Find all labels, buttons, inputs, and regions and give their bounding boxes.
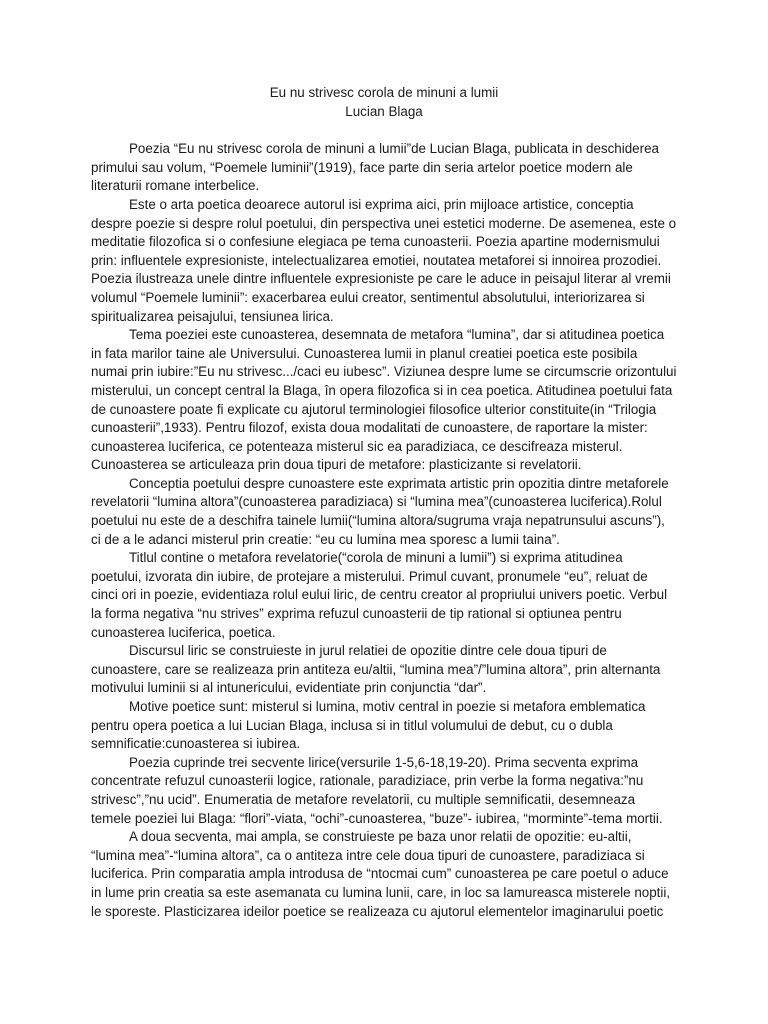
paragraph-8: Poezia cuprinde trei secvente lirice(versurile 1-5,6-18,19-20). Prima secventa exprima concentrate refuzul cunoasterii logice, rationale, paradiziace, prin verbe la forma negativa:”nu strivesc”,”nu ucid”. Enumeratia de metafore revelatorii, cu multiple semnificatii, desemneaza temele poeziei lui Blaga: “flori”-viata, “ochi”-cunoasterea, “buze”- iubirea, “morminte”-tema mortii. bbox=[91, 754, 663, 826]
paragraph-9: A doua secventa, mai ampla, se construieste pe baza unor relatii de opozitie: eu-altii, “lumina mea”-“lumina altora”, ca o antiteza intre cele doua tipuri de cunoastere, paradiziaca si luciferica. Prin comparatia ampla introdusa de “ntocmai cum” cunoasterea pe care poetul o aduce in lume prin creatia sa este asemanata cu lumina lunii, care, in loc sa lamureasca misterele noptii, le sporeste. Plasticizarea ideilor poetice se realizeaza cu ajutorul elementelor imaginarului poetic bbox=[91, 829, 671, 919]
document-author: Lucian Blaga bbox=[345, 103, 423, 119]
paragraph-5: Titlul contine o metafora revelatorie(“corola de minuni a lumii”) si exprima atitudinea poetului, izvorata din iubire, de protejare a misterului. Primul cuvant, pronumele “eu”, reluat de cinci ori in poezie, evidentiaza rolul eului liric, de centru creator al propriului univers poetic. Verbul la forma negativa “nu strives” exprima refuzul cunoasterii de tip rational si optiunea pentru cunoasterea luciferica, poetica. bbox=[91, 550, 668, 640]
paragraph-4: Conceptia poetului despre cunoastere este exprimata artistic prin opozitia dintre metaforele revelatorii “lumina altora”(cunoasterea paradiziaca) si “lumina mea”(cunoasterea luciferica).Rolul poetului nu este de a deschifra tainele lumii(“lumina altora/sugruma vraja nepatrunsului ascuns”), ci de a le adanci misterul prin creatie: “eu cu lumina mea sporesc a lumii taina”. bbox=[91, 475, 669, 547]
paragraph-6: Discursul liric se construieste in jurul relatiei de opozitie dintre cele doua tipuri de cunoastere, care se realizeaza prin antiteza eu/altii, “lumina mea”/”lumina altora”, prin alternanta motivului luminii si al intunericului, evidentiate prin conjunctia “dar”. bbox=[91, 643, 661, 696]
paragraph-7: Motive poetice sunt: misterul si lumina, motiv central in poezie si metafora emblematica pentru opera poetica a lui Lucian Blaga, inclusa si in titlul volumului de debut, cu o dubla semnificatie:cunoasterea si iubirea. bbox=[91, 699, 646, 752]
paragraph-3: Tema poeziei este cunoasterea, desemnata de metafora “lumina”, dar si atitudinea poetica in fata marilor taine ale Universului. Cunoasterea lumii in planul creatiei poetica este posibila numai prin iubire:”Eu nu strivesc.../caci eu iubesc”. Viziunea despre lume se circumscrie orizontului misterului, un concept central la Blaga, în opera filozofica si in cea poetica. Atitudinea poetului fata de cunoastere poate fi explicate cu ajutorul terminologiei filosofice ulterior constituite(in “Trilogia cunoasterii”,1933). Pentru filozof, exista doua modalitati de cunoastere, de raportare la mister: cunoasterea luciferica, ce potenteaza misterul sic ea paradiziaca, ce descifreaza misterul. Cunoasterea se articuleaza prin doua tipuri de metafore: plasticizante si revelatorii. bbox=[91, 327, 677, 473]
paragraph-1: Poezia “Eu nu strivesc corola de minuni a lumii”de Lucian Blaga, publicata in deschiderea primului sau volum, “Poemele luminii”(1919), face parte din seria artelor poetice modern ale literaturii romane interbelice. bbox=[91, 141, 659, 194]
paragraph-2: Este o arta poetica deoarece autorul isi exprima aici, prin mijloace artistice, conceptia despre poezie si despre rolul poetului, din perspectiva unei estetici moderne. De asemenea, este o meditatie filozofica si o confesiune elegiaca pe tema cunoasterii. Poezia apartine modernismului prin: influentele expresioniste, intelectualizarea emotiei, noutatea metaforei si innoirea prozodiei. Poezia ilustreaza unele dintre influentele expresioniste pe care le aduce in peisajul literar al vremii volumul “Poemele luminii”: exacerbarea eului creator, sentimentul absolutului, interiorizarea si spiritualizarea peisajului, tensiunea lirica. bbox=[91, 196, 677, 324]
document-title: Eu nu strivesc corola de minuni a lumii bbox=[269, 85, 499, 100]
